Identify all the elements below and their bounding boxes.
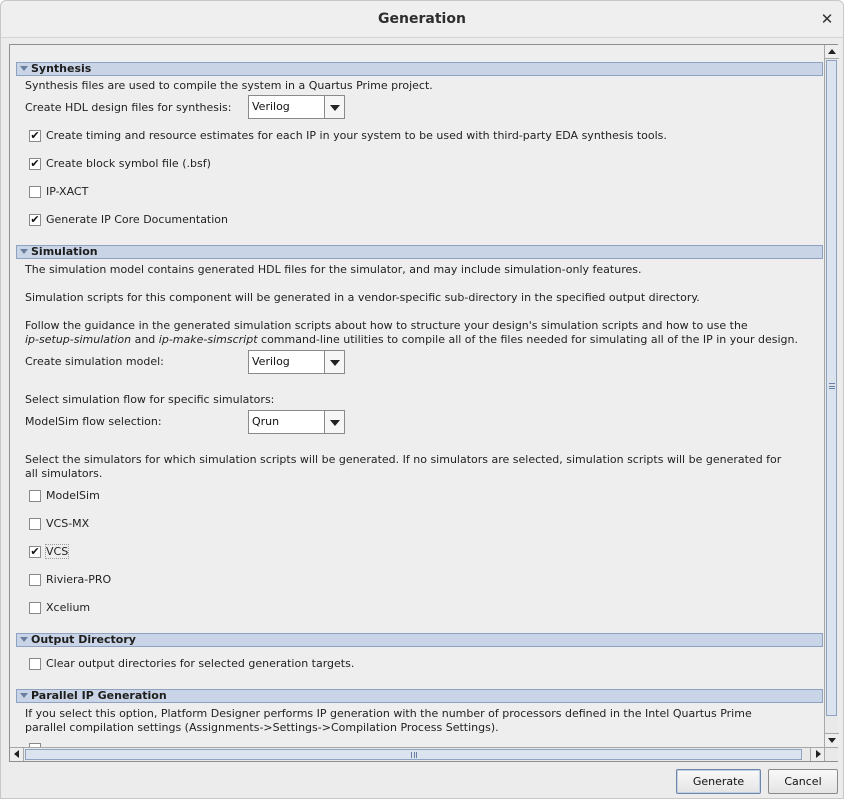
simulation-guidance-line2 bbox=[25, 333, 798, 347]
simulation-section-title: Simulation bbox=[31, 245, 98, 258]
settings-viewport bbox=[10, 45, 824, 747]
ip-make-simscript-term: ip-make-simscript bbox=[158, 333, 258, 346]
output-directory-section-header[interactable] bbox=[16, 633, 823, 647]
parallel-ip-section-title: Parallel IP Generation bbox=[31, 689, 167, 702]
checkbox-box bbox=[29, 518, 41, 530]
collapse-triangle-icon bbox=[20, 249, 28, 254]
parallel-ip-section-header[interactable] bbox=[16, 689, 823, 703]
chevron-down-icon bbox=[324, 411, 344, 433]
scrollbar-corner bbox=[824, 747, 838, 761]
chevron-down-icon bbox=[324, 351, 344, 373]
checkbox-box bbox=[29, 490, 41, 502]
checkbox-label: Riviera-PRO bbox=[46, 573, 112, 586]
checkbox-box: ✔ bbox=[30, 129, 40, 142]
modelsim-flow-label: ModelSim flow selection: bbox=[25, 415, 162, 428]
checkbox-label: Generate IP Core Documentation bbox=[46, 213, 228, 226]
scroll-left-icon[interactable] bbox=[10, 748, 24, 761]
checkbox-box: ✔ bbox=[30, 213, 40, 226]
parallel-description-line1: If you select this option, Platform Designer performs IP generation with the number of processors defined in the Intel Quartus Prime bbox=[25, 707, 752, 720]
dialog-title: Generation bbox=[378, 11, 466, 27]
checkbox-label: IP-XACT bbox=[46, 185, 89, 198]
close-icon[interactable]: ✕ bbox=[820, 10, 834, 28]
collapse-triangle-icon bbox=[20, 693, 28, 698]
modelsim-flow-value: Qrun bbox=[252, 415, 280, 428]
vertical-scroll-thumb[interactable] bbox=[826, 60, 837, 716]
grip-icon bbox=[411, 752, 417, 758]
simulation-model-label: Create simulation model: bbox=[25, 355, 164, 368]
scroll-up-icon[interactable] bbox=[825, 45, 839, 59]
hdl-synthesis-select[interactable] bbox=[248, 95, 345, 119]
synthesis-description: Synthesis files are used to compile the system in a Quartus Prime project. bbox=[25, 79, 433, 92]
scroll-right-icon[interactable] bbox=[810, 748, 824, 761]
checkbox-label: VCS bbox=[46, 545, 69, 558]
horizontal-scrollbar[interactable] bbox=[10, 747, 824, 761]
checkbox-label: ModelSim bbox=[46, 489, 100, 502]
scroll-down-icon[interactable] bbox=[825, 733, 839, 747]
simulation-scripts-note: Simulation scripts for this component will be generated in a vendor-specific sub-directory in the specified output directory. bbox=[25, 291, 700, 304]
simulation-section-header[interactable] bbox=[16, 245, 823, 259]
output-directory-section-title: Output Directory bbox=[31, 633, 136, 646]
checkbox-label: Create block symbol file (.bsf) bbox=[46, 157, 211, 170]
hdl-synthesis-label: Create HDL design files for synthesis: bbox=[25, 101, 232, 114]
synthesis-section-title: Synthesis bbox=[31, 62, 92, 75]
grip-icon bbox=[829, 383, 835, 389]
simulators-select-line2: all simulators. bbox=[25, 467, 103, 480]
checkbox-box: ✔ bbox=[30, 157, 40, 170]
collapse-triangle-icon bbox=[20, 66, 28, 71]
checkbox-box: ✔ bbox=[30, 545, 40, 558]
checkbox-label: Xcelium bbox=[46, 601, 91, 614]
horizontal-scroll-thumb[interactable] bbox=[25, 749, 802, 760]
settings-scroll-pane bbox=[9, 44, 838, 762]
guidance-rest: command-line utilities to compile all of the files needed for simulating all of the IP in your design. bbox=[257, 333, 798, 346]
simulation-model-value: Verilog bbox=[252, 355, 290, 368]
synthesis-section-header[interactable] bbox=[16, 62, 823, 76]
checkbox-label: Create timing and resource estimates for each IP in your system to be used with third-party EDA synthesis tools. bbox=[46, 129, 667, 142]
title-bar bbox=[1, 1, 843, 38]
generate-button[interactable]: Generate bbox=[676, 769, 761, 794]
hdl-synthesis-value: Verilog bbox=[252, 100, 290, 113]
ip-setup-simulation-term: ip-setup-simulation bbox=[25, 333, 132, 346]
simulation-description: The simulation model contains generated HDL files for the simulator, and may include simulation-only features. bbox=[25, 263, 642, 276]
chevron-down-icon bbox=[324, 96, 344, 118]
cancel-button[interactable]: Cancel bbox=[768, 769, 838, 794]
parallel-description-line2: parallel compilation settings (Assignments->Settings->Compilation Process Settings). bbox=[25, 721, 499, 734]
modelsim-flow-select[interactable] bbox=[248, 410, 345, 434]
checkbox-box bbox=[29, 602, 41, 614]
simulation-guidance-line1: Follow the guidance in the generated simulation scripts about how to structure your design's simulation scripts and how to use the bbox=[25, 319, 748, 332]
collapse-triangle-icon bbox=[20, 637, 28, 642]
checkbox-box bbox=[29, 574, 41, 586]
checkbox-box bbox=[29, 658, 41, 670]
simulation-flow-intro: Select simulation flow for specific simulators: bbox=[25, 393, 275, 406]
checkbox-label: VCS-MX bbox=[46, 517, 90, 530]
vertical-scrollbar[interactable] bbox=[824, 45, 838, 747]
checkbox-label: Clear output directories for selected generation targets. bbox=[46, 657, 355, 670]
guidance-and: and bbox=[131, 333, 159, 346]
simulation-model-select[interactable] bbox=[248, 350, 345, 374]
checkbox-box bbox=[29, 186, 41, 198]
simulators-select-line1: Select the simulators for which simulation scripts will be generated. If no simulators are selected, simulation scripts will be generated for bbox=[25, 453, 782, 466]
